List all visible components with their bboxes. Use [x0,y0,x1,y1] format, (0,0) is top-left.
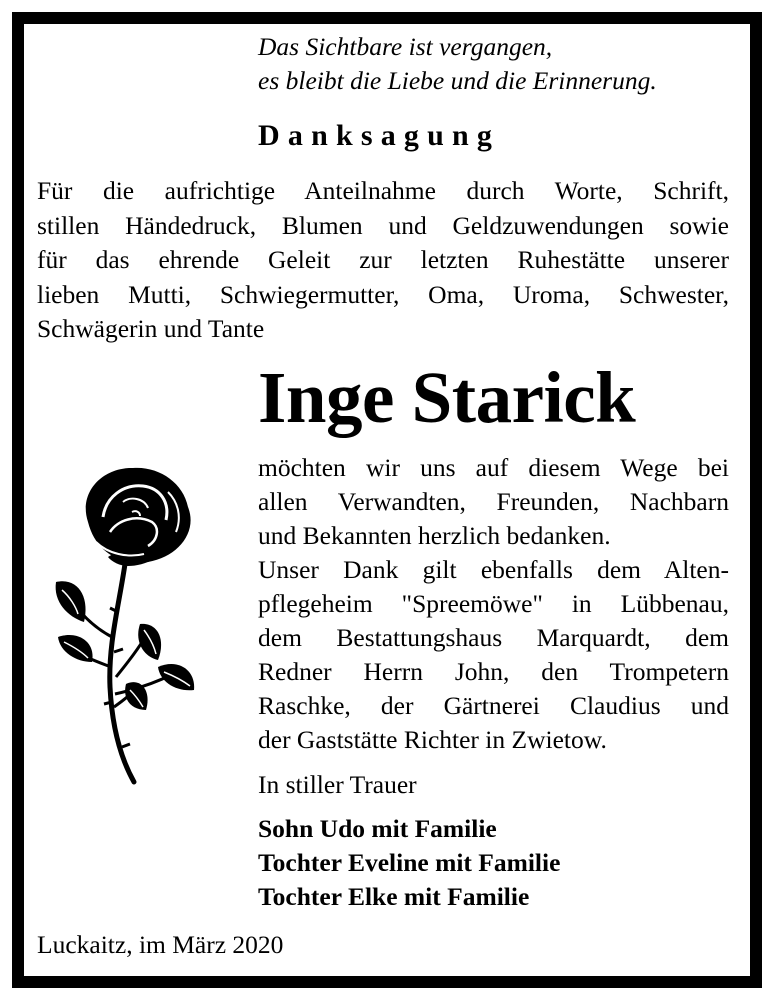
thanks-line: und Bekannten herzlich bedanken. [258,521,611,550]
place-date: Luckaitz, im März 2020 [37,930,284,959]
motto-line-1: Das Sichtbare ist vergangen, [258,32,553,61]
intro-line: Für die aufrichtige Anteilnahme durch Worte, Schrift, [37,176,729,205]
heading-danksagung: Danksagung [258,119,501,152]
mourning-label: In stiller Trauer [258,770,417,799]
thanks-line: Raschke, der Gärtnerei Claudius und [258,691,729,720]
intro-paragraph [37,174,729,347]
intro-line: stillen Händedruck, Blumen und Geldzuwendungen sowie [37,210,729,240]
thanks-line: möchten wir uns auf diesem Wege bei [258,453,729,482]
motto-line-2: es bleibt die Liebe und die Erinnerung. [258,66,657,95]
thanks-line: der Gaststätte Richter in Zwietow. [258,725,607,754]
thanks-line: pflegeheim "Spreemöwe" in Lübbenau, [258,589,729,618]
thanks-line: dem Bestattungshaus Marquardt, dem [258,623,729,652]
family-member: Tochter Eveline mit Familie [258,848,561,877]
rose-icon [48,462,208,787]
thanks-line: Unser Dank gilt ebenfalls dem Alten- [258,555,729,584]
deceased-name: Inge Starick [258,357,636,438]
family-member: Tochter Elke mit Familie [258,882,530,911]
family-member: Sohn Udo mit Familie [258,814,497,843]
thanks-line: Redner Herrn John, den Trompetern [258,657,729,686]
intro-line: Schwägerin und Tante [37,314,265,344]
thanks-line: allen Verwandten, Freunden, Nachbarn [258,487,729,516]
thanks-paragraph [258,451,729,757]
intro-line: für das ehrende Geleit zur letzten Ruhestätte unserer [37,245,729,275]
family-list [258,812,560,914]
intro-line: lieben Mutti, Schwiegermutter, Oma, Uroma, Schwester, [37,279,729,309]
motto [258,30,657,98]
